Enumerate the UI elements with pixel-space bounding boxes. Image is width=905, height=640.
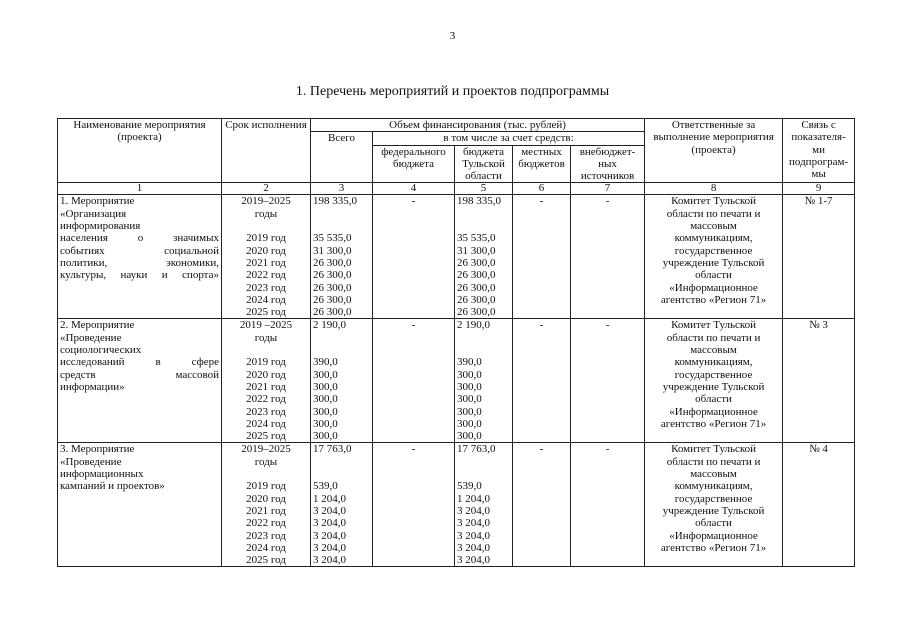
measure-local <box>513 195 571 319</box>
period-unit: годы <box>254 455 278 468</box>
measure-extra <box>571 319 645 443</box>
responsible-line: учреждение Тульской <box>662 504 765 517</box>
measure-name-line: информирования <box>60 220 141 233</box>
responsible-line: агентство «Регион 71» <box>660 293 767 306</box>
regional-year-value: 3 204,0 <box>457 529 490 542</box>
header-responsible: Ответственные за выполнение мероприятия (проекта) <box>645 119 783 183</box>
period-year: 2023 год <box>246 529 286 542</box>
header-extra: внебюджет-ных источников <box>571 145 645 183</box>
responsible-line: области <box>695 269 732 282</box>
header-regional: бюджета Тульской области <box>455 145 513 183</box>
total-year-value: 3 204,0 <box>313 517 346 530</box>
regional-year-value: 1 204,0 <box>457 492 490 505</box>
period-year: 2025 год <box>246 430 286 443</box>
column-number: 6 <box>513 183 571 195</box>
period-year: 2024 год <box>246 417 286 430</box>
header-total: Всего <box>311 132 373 183</box>
regional-year-value: 26 300,0 <box>457 281 496 294</box>
measure-total <box>311 319 373 443</box>
measure-name-line: исследований в сфере <box>60 356 219 369</box>
measure-name <box>58 443 222 567</box>
measure-period <box>222 443 311 567</box>
header-indicator-link: Связь с показателя-ми подпрограм-мы <box>783 119 855 183</box>
column-number: 3 <box>311 183 373 195</box>
responsible-line: коммуникациям, <box>674 356 753 369</box>
period-year: 2025 год <box>246 306 286 319</box>
measure-period <box>222 195 311 319</box>
measure-regional <box>455 319 513 443</box>
regional-year-value: 35 535,0 <box>457 232 496 245</box>
period-range: 2019–2025 <box>241 195 291 208</box>
period-year: 2021 год <box>246 504 286 517</box>
regional-year-value: 3 204,0 <box>457 541 490 554</box>
regional-year-value: 539,0 <box>457 480 482 493</box>
responsible-line: государственное <box>674 244 753 257</box>
column-number: 7 <box>571 183 645 195</box>
responsible-line: «Информационное <box>669 405 758 418</box>
regional-year-value: 300,0 <box>457 405 482 418</box>
total-year-value: 26 300,0 <box>313 293 352 306</box>
total-value: 17 763,0 <box>313 443 352 456</box>
indicator-link: № 3 <box>809 319 828 332</box>
responsible-line: Комитет Тульской <box>671 195 757 208</box>
document-title: 1. Перечень мероприятий и проектов подпрограммы <box>295 84 610 99</box>
responsible-line: агентство «Регион 71» <box>660 417 767 430</box>
period-year: 2022 год <box>246 517 286 530</box>
total-year-value: 3 204,0 <box>313 541 346 554</box>
regional-year-value: 390,0 <box>457 356 482 369</box>
regional-year-value: 26 300,0 <box>457 256 496 269</box>
responsible-line: Комитет Тульской <box>671 319 757 332</box>
regional-value: 2 190,0 <box>457 319 490 332</box>
column-number-row <box>58 183 855 195</box>
measure-responsible <box>645 319 783 443</box>
period-year: 2019 год <box>246 480 286 493</box>
period-unit: годы <box>254 331 278 344</box>
regional-value: 198 335,0 <box>457 195 501 208</box>
total-year-value: 300,0 <box>313 380 338 393</box>
regional-year-value: 3 204,0 <box>457 554 490 567</box>
measure-indicator-link <box>783 319 855 443</box>
local-value: - <box>539 195 544 208</box>
measure-total <box>311 195 373 319</box>
total-year-value: 300,0 <box>313 368 338 381</box>
responsible-line: области по печати и <box>666 331 761 344</box>
total-year-value: 539,0 <box>313 480 338 493</box>
period-unit: годы <box>254 207 278 220</box>
measure-period <box>222 319 311 443</box>
header-local: местных бюджетов <box>513 145 571 183</box>
column-number: 1 <box>58 183 222 195</box>
total-year-value: 300,0 <box>313 417 338 430</box>
total-year-value: 390,0 <box>313 356 338 369</box>
regional-year-value: 3 204,0 <box>457 504 490 517</box>
measure-extra <box>571 443 645 567</box>
total-year-value: 300,0 <box>313 430 338 443</box>
total-value: 198 335,0 <box>313 195 357 208</box>
measure-responsible <box>645 443 783 567</box>
measure-indicator-link <box>783 195 855 319</box>
measure-name-line: культуры, науки и спорта» <box>60 269 219 282</box>
header-term: Срок исполнения <box>222 119 311 183</box>
responsible-line: области <box>695 393 732 406</box>
responsible-line: коммуникациям, <box>674 480 753 493</box>
period-year: 2020 год <box>246 244 286 257</box>
column-number: 5 <box>455 183 513 195</box>
responsible-line: «Информационное <box>669 281 758 294</box>
period-year: 2021 год <box>246 380 286 393</box>
period-year: 2025 год <box>246 554 286 567</box>
measure-regional <box>455 443 513 567</box>
measure-name-line: «Проведение <box>60 331 122 344</box>
measure-name-line: 3. Мероприятие <box>60 443 135 456</box>
regional-year-value: 300,0 <box>457 417 482 430</box>
responsible-line: агентство «Регион 71» <box>660 541 767 554</box>
regional-year-value: 300,0 <box>457 368 482 381</box>
total-year-value: 26 300,0 <box>313 256 352 269</box>
regional-year-value: 300,0 <box>457 380 482 393</box>
total-year-value: 3 204,0 <box>313 554 346 567</box>
total-year-value: 1 204,0 <box>313 492 346 505</box>
responsible-line: массовым <box>690 344 737 357</box>
total-year-value: 26 300,0 <box>313 281 352 294</box>
period-year: 2021 год <box>246 256 286 269</box>
measure-total <box>311 443 373 567</box>
total-year-value: 26 300,0 <box>313 269 352 282</box>
column-number: 4 <box>373 183 455 195</box>
responsible-line: государственное <box>674 492 753 505</box>
responsible-line: области <box>695 517 732 530</box>
period-year: 2024 год <box>246 293 286 306</box>
local-value: - <box>539 443 544 456</box>
measure-name-line: 1. Мероприятие <box>60 195 135 208</box>
measure-federal <box>373 319 455 443</box>
indicator-link: № 1-7 <box>804 195 833 208</box>
measure-local <box>513 443 571 567</box>
period-year: 2019 год <box>246 232 286 245</box>
period-range: 2019 –2025 <box>239 319 293 332</box>
measure-name <box>58 319 222 443</box>
column-number: 2 <box>222 183 311 195</box>
measure-federal <box>373 443 455 567</box>
header-funding: Объем финансирования (тыс. рублей) <box>311 119 645 132</box>
period-year: 2019 год <box>246 356 286 369</box>
period-year: 2024 год <box>246 541 286 554</box>
period-year: 2023 год <box>246 405 286 418</box>
federal-value: - <box>411 195 416 208</box>
measure-regional <box>455 195 513 319</box>
extra-value: - <box>605 195 610 208</box>
total-year-value: 3 204,0 <box>313 504 346 517</box>
measure-name-line: информации» <box>60 380 125 393</box>
regional-year-value: 300,0 <box>457 393 482 406</box>
measure-extra <box>571 195 645 319</box>
measure-name-line: средств массовой <box>60 368 219 381</box>
period-year: 2022 год <box>246 393 286 406</box>
measure-indicator-link <box>783 443 855 567</box>
measure-name-line: политики, экономики, <box>60 256 219 269</box>
responsible-line: области по печати и <box>666 207 761 220</box>
responsible-line: области по печати и <box>666 455 761 468</box>
column-number: 8 <box>645 183 783 195</box>
measure-responsible <box>645 195 783 319</box>
header-name: Наименование мероприятия (проекта) <box>58 119 222 183</box>
regional-year-value: 300,0 <box>457 430 482 443</box>
total-year-value: 26 300,0 <box>313 306 352 319</box>
measure-name-line: населения о значимых <box>60 232 219 245</box>
measure-name-line: 2. Мероприятие <box>60 319 135 332</box>
measure-local <box>513 319 571 443</box>
period-range: 2019–2025 <box>241 443 291 456</box>
measure-row <box>58 195 855 319</box>
extra-value: - <box>605 443 610 456</box>
period-year: 2020 год <box>246 492 286 505</box>
total-year-value: 31 300,0 <box>313 244 352 257</box>
total-year-value: 3 204,0 <box>313 529 346 542</box>
measure-federal <box>373 195 455 319</box>
total-value: 2 190,0 <box>313 319 346 332</box>
indicator-link: № 4 <box>809 443 828 456</box>
regional-year-value: 31 300,0 <box>457 244 496 257</box>
header-federal: федерального бюджета <box>373 145 455 183</box>
responsible-line: массовым <box>690 220 737 233</box>
extra-value: - <box>605 319 610 332</box>
responsible-line: учреждение Тульской <box>662 256 765 269</box>
total-year-value: 300,0 <box>313 393 338 406</box>
total-year-value: 300,0 <box>313 405 338 418</box>
page-number: 3 <box>449 30 456 42</box>
measure-name-line: социологических <box>60 344 142 357</box>
local-value: - <box>539 319 544 332</box>
period-year: 2022 год <box>246 269 286 282</box>
header-including: в том числе за счет средств: <box>373 132 645 145</box>
responsible-line: учреждение Тульской <box>662 380 765 393</box>
federal-value: - <box>411 319 416 332</box>
measure-name <box>58 195 222 319</box>
total-year-value: 35 535,0 <box>313 232 352 245</box>
measure-name-line: информационных <box>60 468 144 481</box>
regional-year-value: 26 300,0 <box>457 306 496 319</box>
measures-table <box>57 118 855 567</box>
federal-value: - <box>411 443 416 456</box>
responsible-line: «Информационное <box>669 529 758 542</box>
measure-row <box>58 443 855 567</box>
period-year: 2023 год <box>246 281 286 294</box>
regional-value: 17 763,0 <box>457 443 496 456</box>
responsible-line: коммуникациям, <box>674 232 753 245</box>
measure-name-line: «Организация <box>60 207 127 220</box>
measure-name-line: кампаний и проектов» <box>60 480 165 493</box>
responsible-line: Комитет Тульской <box>671 443 757 456</box>
measure-row <box>58 319 855 443</box>
regional-year-value: 3 204,0 <box>457 517 490 530</box>
responsible-line: массовым <box>690 468 737 481</box>
responsible-line: государственное <box>674 368 753 381</box>
measure-name-line: «Проведение <box>60 455 122 468</box>
measure-name-line: событиях социальной <box>60 244 219 257</box>
column-number: 9 <box>783 183 855 195</box>
regional-year-value: 26 300,0 <box>457 293 496 306</box>
period-year: 2020 год <box>246 368 286 381</box>
regional-year-value: 26 300,0 <box>457 269 496 282</box>
